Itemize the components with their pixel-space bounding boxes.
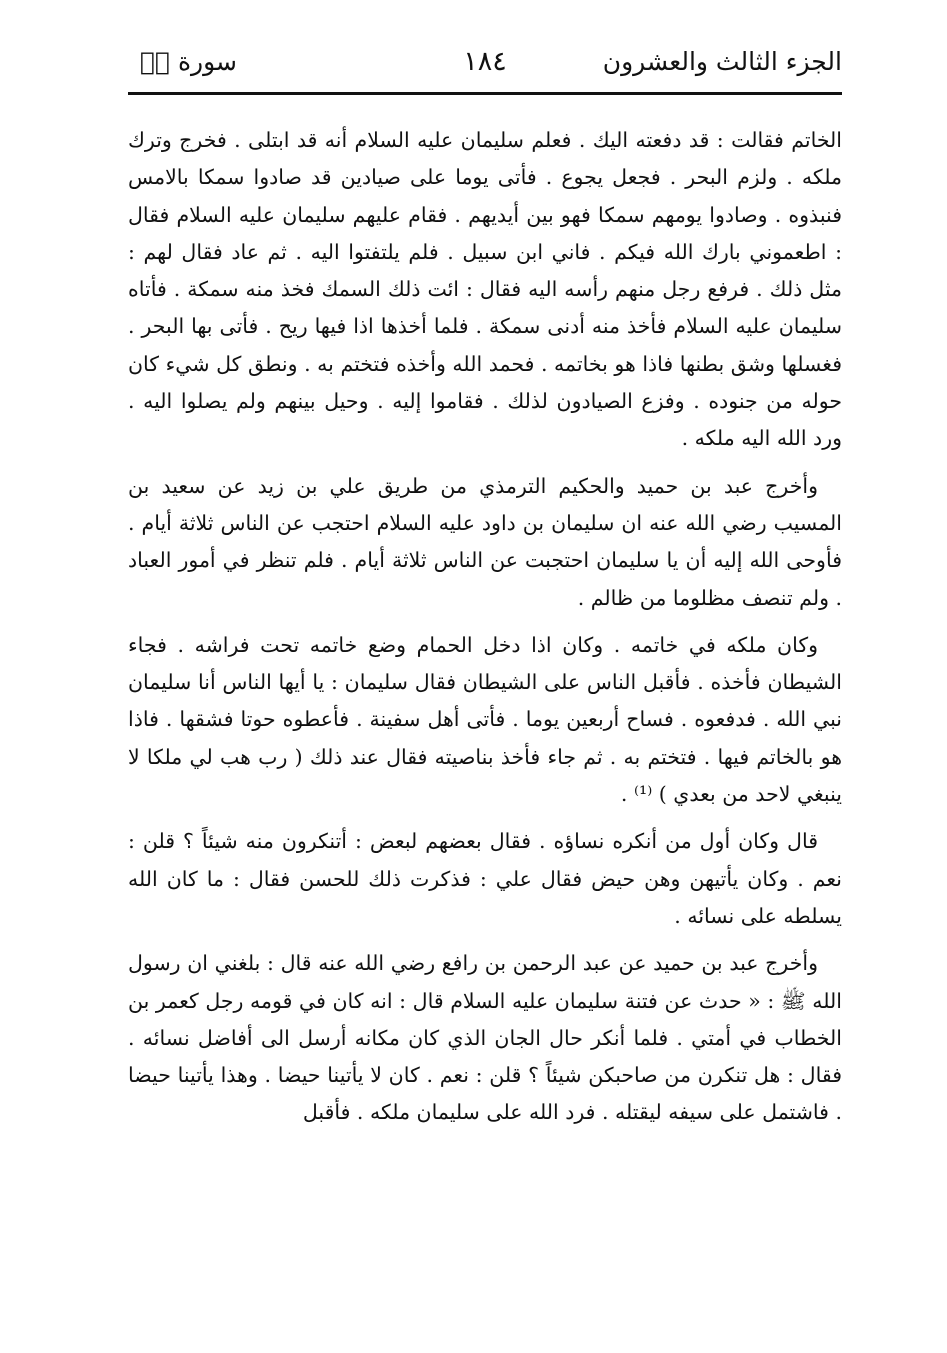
paragraph: وأخرج عبد بن حميد والحكيم الترمذي من طريق علي بن زيد عن سعيد بن المسيب رضي الله عنه ان سليمان بن داود عليه السلام احتجب عن الناس ثلاثة أيام . فأوحى الله إليه أن يا سليمان احتجبت عن الناس ثلاثة أيام . فلم تنظر في أمور العباد . ولم تنصف مظلوما من ظالم . [128,473,842,610]
page-body [128,122,842,1142]
page-number: ١٨٤ [463,46,507,77]
page-header [128,40,842,84]
header-divider [128,92,842,95]
paragraph: وكان ملكه في خاتمه . وكان اذا دخل الحمام وضع خاتمه تحت فراشه . فجاء الشيطان فأخذه . فأقبل الناس على الشيطان فقال سليمان : يا أيها الناس أنا سليمان نبي الله . فدفعوه . فساح أربعين يوما . فأتى أهل سفينة . فأعطوه حوتا فشقها . فاذا هو بالخاتم فيها . فتختم به . ثم جاء فأخذ بناصيته فقال عند ذلك ( رب هب لي ملكا لا ينبغي لاحد من بعدي ) ⁽¹⁾ . [128,632,842,807]
part-title: الجزء الثالث والعشرون [602,47,842,76]
paragraph: وأخرج عبد بن حميد عن عبد الرحمن بن رافع رضي الله عنه قال : بلغني ان رسول الله ﷺ : « حدث عن فتنة سليمان عليه السلام قال : انه كان في قومه رجل كعمر بن الخطاب في أمتي . فلما أنكر حال الجان الذي كان مكانه أرسل الى أفاضل نسائه . فقال : هل تنكرن من صاحبكن شيئاً ؟ قلن : نعم . كان لا يأتينا حيضا . وهذا يأتينا حيضا . فاشتمل على سيفه ليقتله . فرد الله على سليمان ملكه . فأقبل [128,951,842,1125]
surah-title: سورة صۤ [140,47,237,76]
paragraph: الخاتم فقالت : قد دفعته اليك . فعلم سليمان عليه السلام أنه قد ابتلى . فخرج وترك ملكه . ولزم البحر . فجعل يجوع . فأتى يوما على صيادين قد صادوا سمكا بالامس فنبذوه . وصادوا يومهم سمكا فهو بين أيديهم . فقام عليهم سليمان عليه السلام فقال : اطعموني بارك الله فيكم . فاني ابن سبيل . فلم يلتفتوا اليه . ثم عاد فقال لهم : مثل ذلك . فرفع رجل منهم رأسه اليه فقال : ائت ذلك السمك فخذ منه سمكة . فأتاه سليمان عليه السلام فأخذ منه أدنى سمكة . فلما أخذها اذا فيها ريح . فأتى بها البحر . فغسلها وشق بطنها فاذا هو بخاتمه . فحمد الله وأخذه فتختم به . ونطق كل شيء كان حوله من جنوده . وفزع الصيادون لذلك . فقاموا إليه . وحيل بينهم ولم يصلوا اليه . ورد الله اليه ملكه . [128,128,842,451]
paragraph: قال وكان أول من أنكره نساؤه . فقال بعضهم لبعض : أتنكرون منه شيئاً ؟ قلن : نعم . وكان يأتيهن وهن حيض فقال علي : فذكرت ذلك للحسن فقال : ما كان الله يسلطه على نسائه . [128,829,842,928]
